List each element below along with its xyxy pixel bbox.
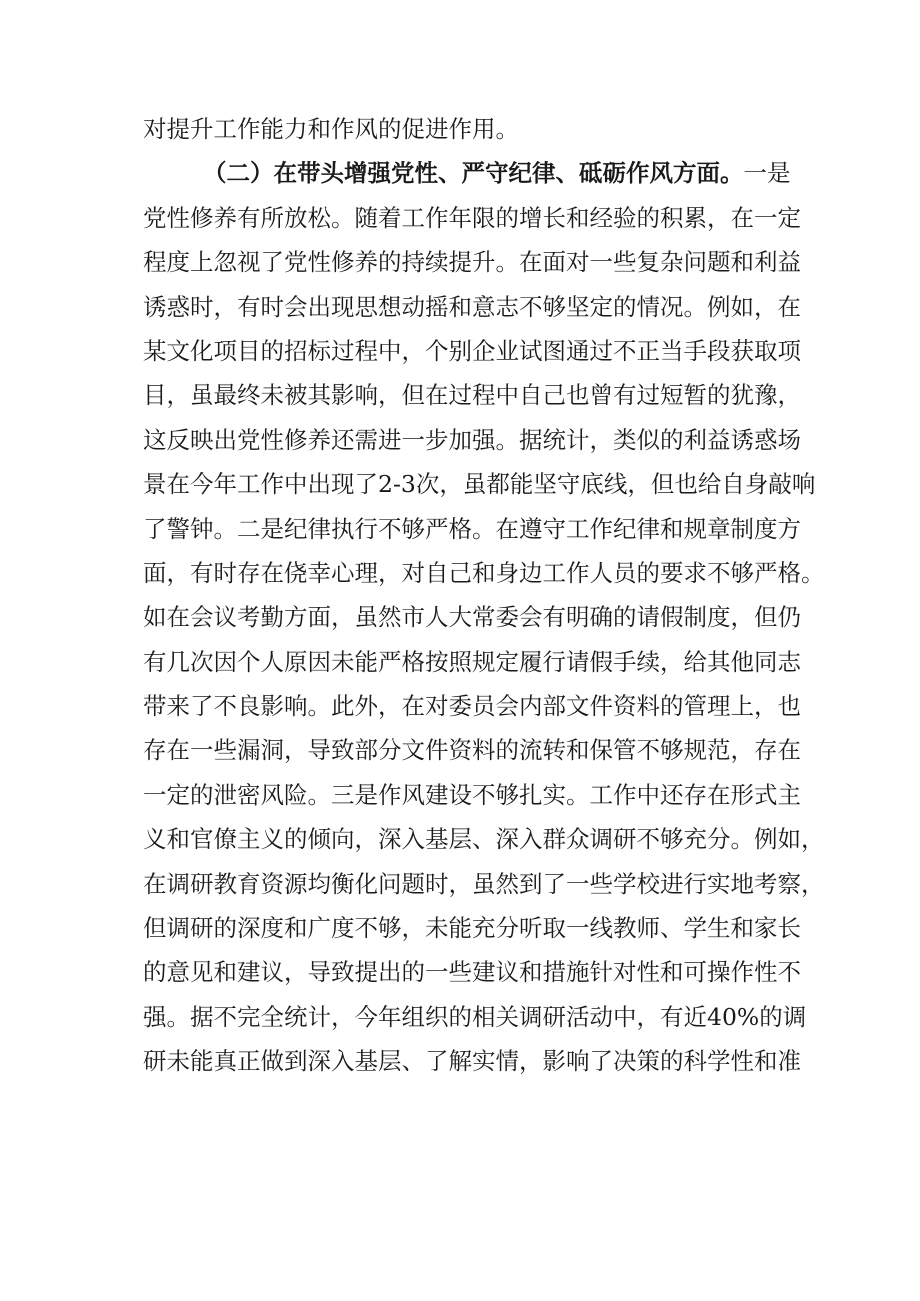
text-line: 党性修养有所放松。随着工作年限的增长和经验的积累，在一定 [143,203,801,232]
text-line: 的意见和建议，导致提出的一些建议和措施针对性和可操作性不 [143,958,801,987]
text-line: 某文化项目的招标过程中，个别企业试图通过不正当手段获取项 [143,336,801,365]
text-line: 对提升工作能力和作风的促进作用。 [143,115,519,143]
text-line: 带来了不良影响。此外，在对委员会内部文件资料的管理上，也 [143,692,801,721]
text-line: 有几次因个人原因未能严格按照规定履行请假手续，给其他同志 [143,647,801,676]
section-heading-line: （二）在带头增强党性、严守纪律、砥砺作风方面。一是 [203,159,791,188]
text-line: 景在今年工作中出现了2-3次，虽都能坚守底线，但也给自身敲响 [143,470,816,499]
text-line: 但调研的深度和广度不够，未能充分听取一线教师、学生和家长 [143,914,801,943]
text-line: 在调研教育资源均衡化问题时，虽然到了一些学校进行实地考察， [143,869,825,898]
text-line: 面，有时存在侥幸心理，对自己和身边工作人员的要求不够严格。 [143,558,825,587]
text-line: 义和官僚主义的倾向，深入基层、深入群众调研不够充分。例如， [143,825,825,854]
text-line: 目，虽最终未被其影响，但在过程中自己也曾有过短暂的犹豫， [143,381,801,410]
text-line: 存在一些漏洞，导致部分文件资料的流转和保管不够规范，存在 [143,736,801,765]
text-line: 这反映出党性修养还需进一步加强。据统计，类似的利益诱惑场 [143,425,801,454]
section-heading: （二）在带头增强党性、严守纪律、砥砺作风方面。 [203,159,744,188]
body-text [143,107,825,1084]
text-line: 程度上忽视了党性修养的持续提升。在面对一些复杂问题和利益 [143,248,801,277]
text-line: 强。据不完全统计，今年组织的相关调研活动中，有近40%的调 [143,1002,807,1031]
text-line: 研未能真正做到深入基层、了解实情，影响了决策的科学性和准 [143,1047,801,1076]
text-line: 一定的泄密风险。三是作风建设不够扎实。工作中还存在形式主 [143,780,801,809]
text-line: 了警钟。二是纪律执行不够严格。在遵守工作纪律和规章制度方 [143,514,801,543]
text-line: 诱惑时，有时会出现思想动摇和意志不够坚定的情况。例如，在 [143,292,801,321]
text-line: 如在会议考勤方面，虽然市人大常委会有明确的请假制度，但仍 [143,603,801,632]
